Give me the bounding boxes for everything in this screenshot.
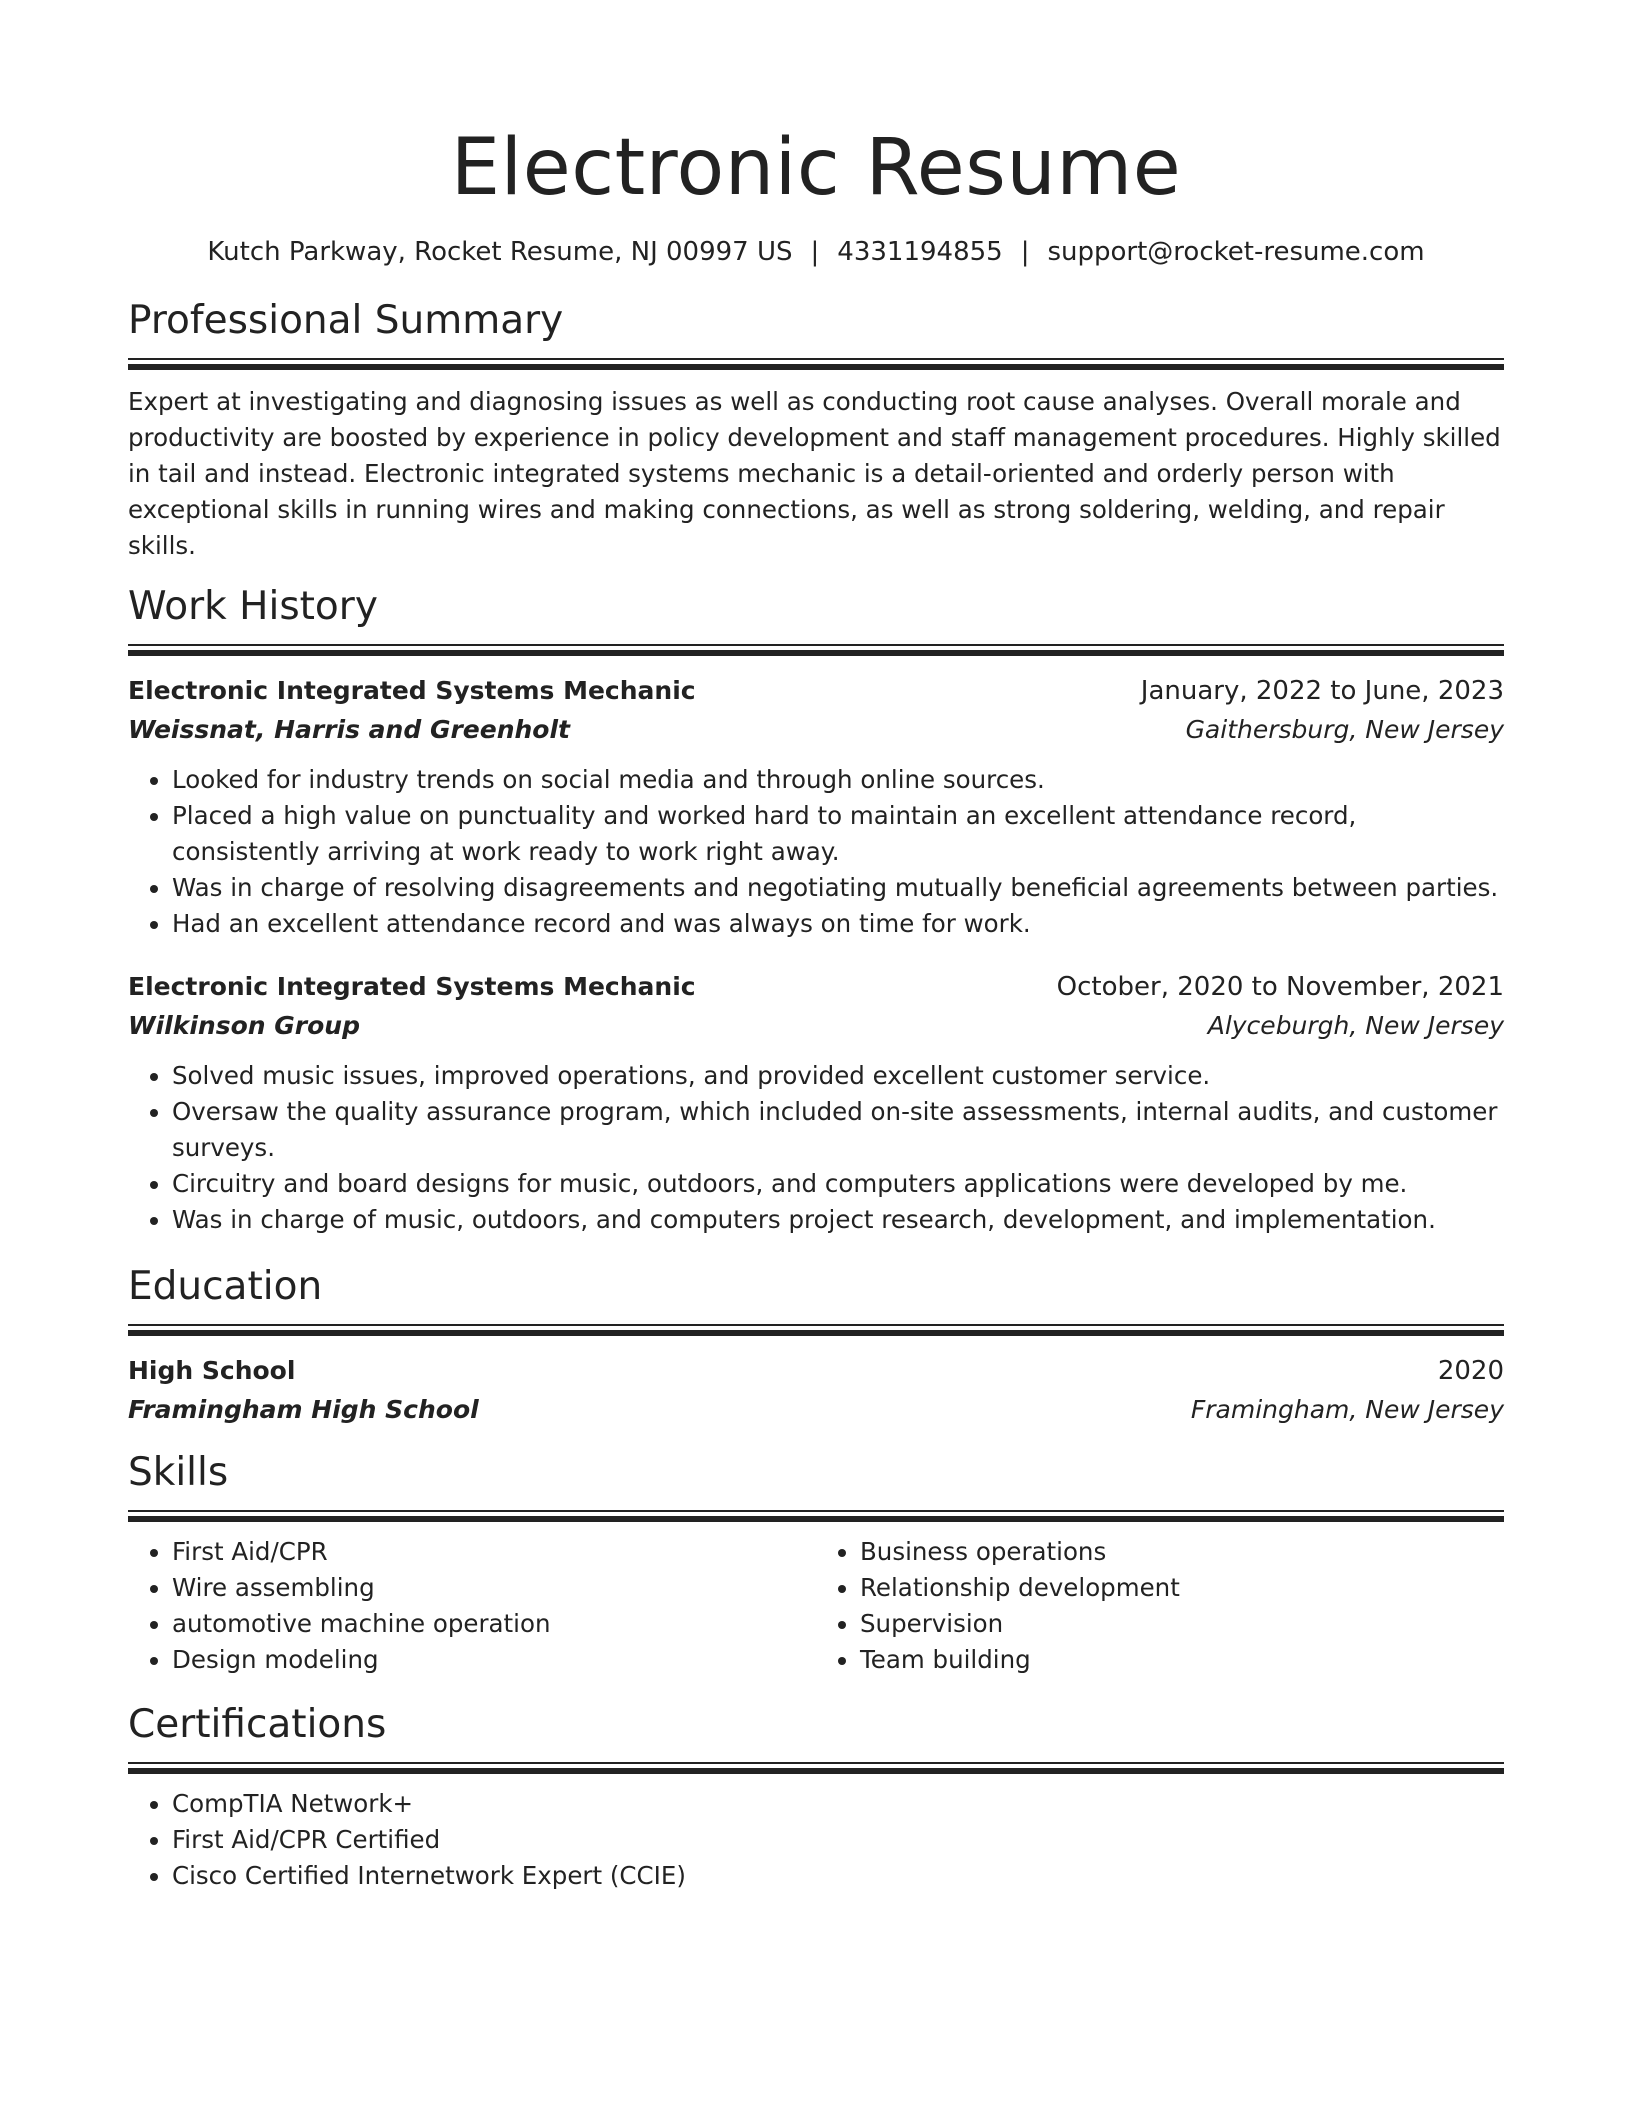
- job-location: Gaithersburg, New Jersey: [1185, 715, 1504, 744]
- section-title-skills: Skills: [128, 1450, 229, 1495]
- education-school: Framingham High School: [128, 1395, 479, 1424]
- list-item: • Design modeling: [172, 1642, 816, 1678]
- section-divider: [128, 1510, 1504, 1522]
- skills-column-left: [128, 1534, 816, 1678]
- job-header-row: [128, 672, 1504, 710]
- contact-separator: |: [810, 237, 820, 267]
- education-location: Framingham, New Jersey: [1190, 1395, 1504, 1424]
- skills-column-right: [816, 1534, 1504, 1678]
- job-header-row: [128, 968, 1504, 1006]
- contact-email[interactable]: support@rocket-resume.com: [1047, 237, 1425, 267]
- list-item: • automotive machine operation: [172, 1606, 816, 1642]
- job-company-row: [128, 710, 1504, 750]
- section-title-education: Education: [128, 1264, 323, 1309]
- job-company-row: [128, 1006, 1504, 1046]
- job-dates: October, 2020 to November, 2021: [1056, 972, 1504, 1002]
- education-entry: [128, 1352, 1504, 1430]
- job-entry: [128, 968, 1504, 1238]
- job-title: Electronic Integrated Systems Mechanic: [128, 676, 696, 705]
- job-location: Alyceburgh, New Jersey: [1207, 1011, 1504, 1040]
- resume-name: Electronic Resume: [450, 123, 1182, 213]
- list-item: • Placed a high value on punctuality and worked hard to maintain an excellent attendance record, consistently arriving at work ready to work right away.: [172, 798, 1504, 870]
- work-history-section: [128, 582, 1504, 1238]
- skills-section: [128, 1448, 1504, 1678]
- job-dates: January, 2022 to June, 2023: [1140, 676, 1504, 706]
- section-title-certifications: Certifications: [128, 1702, 387, 1747]
- education-header-row: [128, 1352, 1504, 1390]
- list-item: • First Aid/CPR Certified: [172, 1822, 1504, 1858]
- education-year: 2020: [1437, 1356, 1504, 1386]
- section-divider: [128, 358, 1504, 370]
- list-item: • Had an excellent attendance record and was always on time for work.: [172, 906, 1504, 942]
- list-item: • Supervision: [860, 1606, 1504, 1642]
- job-entry: [128, 672, 1504, 942]
- list-item: • Team building: [860, 1642, 1504, 1678]
- list-item: • Was in charge of music, outdoors, and computers project research, development, and implementation.: [172, 1202, 1504, 1238]
- list-item: • Solved music issues, improved operations, and provided excellent customer service.: [172, 1058, 1504, 1094]
- list-item: • First Aid/CPR: [172, 1534, 816, 1570]
- contact-line: [128, 234, 1504, 270]
- certifications-section: [128, 1700, 1504, 1894]
- education-section: [128, 1262, 1504, 1430]
- certifications-list: [128, 1786, 1504, 1894]
- job-bullets: [128, 1058, 1504, 1238]
- contact-separator: |: [1020, 237, 1030, 267]
- section-divider: [128, 1324, 1504, 1336]
- list-item: • Relationship development: [860, 1570, 1504, 1606]
- section-title-summary: Professional Summary: [128, 298, 564, 343]
- job-company: Wilkinson Group: [128, 1011, 360, 1040]
- list-item: • Wire assembling: [172, 1570, 816, 1606]
- contact-phone: 4331194855: [837, 237, 1003, 267]
- list-item: • Looked for industry trends on social media and through online sources.: [172, 762, 1504, 798]
- summary-section: [128, 296, 1504, 564]
- section-divider: [128, 1762, 1504, 1774]
- job-company: Weissnat, Harris and Greenholt: [128, 715, 571, 744]
- list-item: • CompTIA Network+: [172, 1786, 1504, 1822]
- section-title-work-history: Work History: [128, 584, 378, 629]
- job-title: Electronic Integrated Systems Mechanic: [128, 972, 696, 1001]
- contact-address: Kutch Parkway, Rocket Resume, NJ 00997 US: [207, 237, 793, 267]
- list-item: • Circuitry and board designs for music, outdoors, and computers applications were developed by me.: [172, 1166, 1504, 1202]
- list-item: • Oversaw the quality assurance program, which included on-site assessments, internal audits, and customer surveys.: [172, 1094, 1504, 1166]
- skills-grid: [128, 1534, 1504, 1678]
- education-school-row: [128, 1390, 1504, 1430]
- education-degree: High School: [128, 1356, 296, 1385]
- list-item: • Business operations: [860, 1534, 1504, 1570]
- job-bullets: [128, 762, 1504, 942]
- list-item: • Was in charge of resolving disagreements and negotiating mutually beneficial agreements between parties.: [172, 870, 1504, 906]
- summary-text: Expert at investigating and diagnosing issues as well as conducting root cause analyses. Overall morale and productivity are boosted by experience in policy development and staff management procedures. Highly skilled in tail and instead. Electronic integrated systems mechanic is a detail-oriented and orderly person with exceptional skills in running wires and making connections, as well as strong soldering, welding, and repair skills.: [128, 387, 1501, 560]
- section-divider: [128, 644, 1504, 656]
- list-item: • Cisco Certified Internetwork Expert (CCIE): [172, 1858, 1504, 1894]
